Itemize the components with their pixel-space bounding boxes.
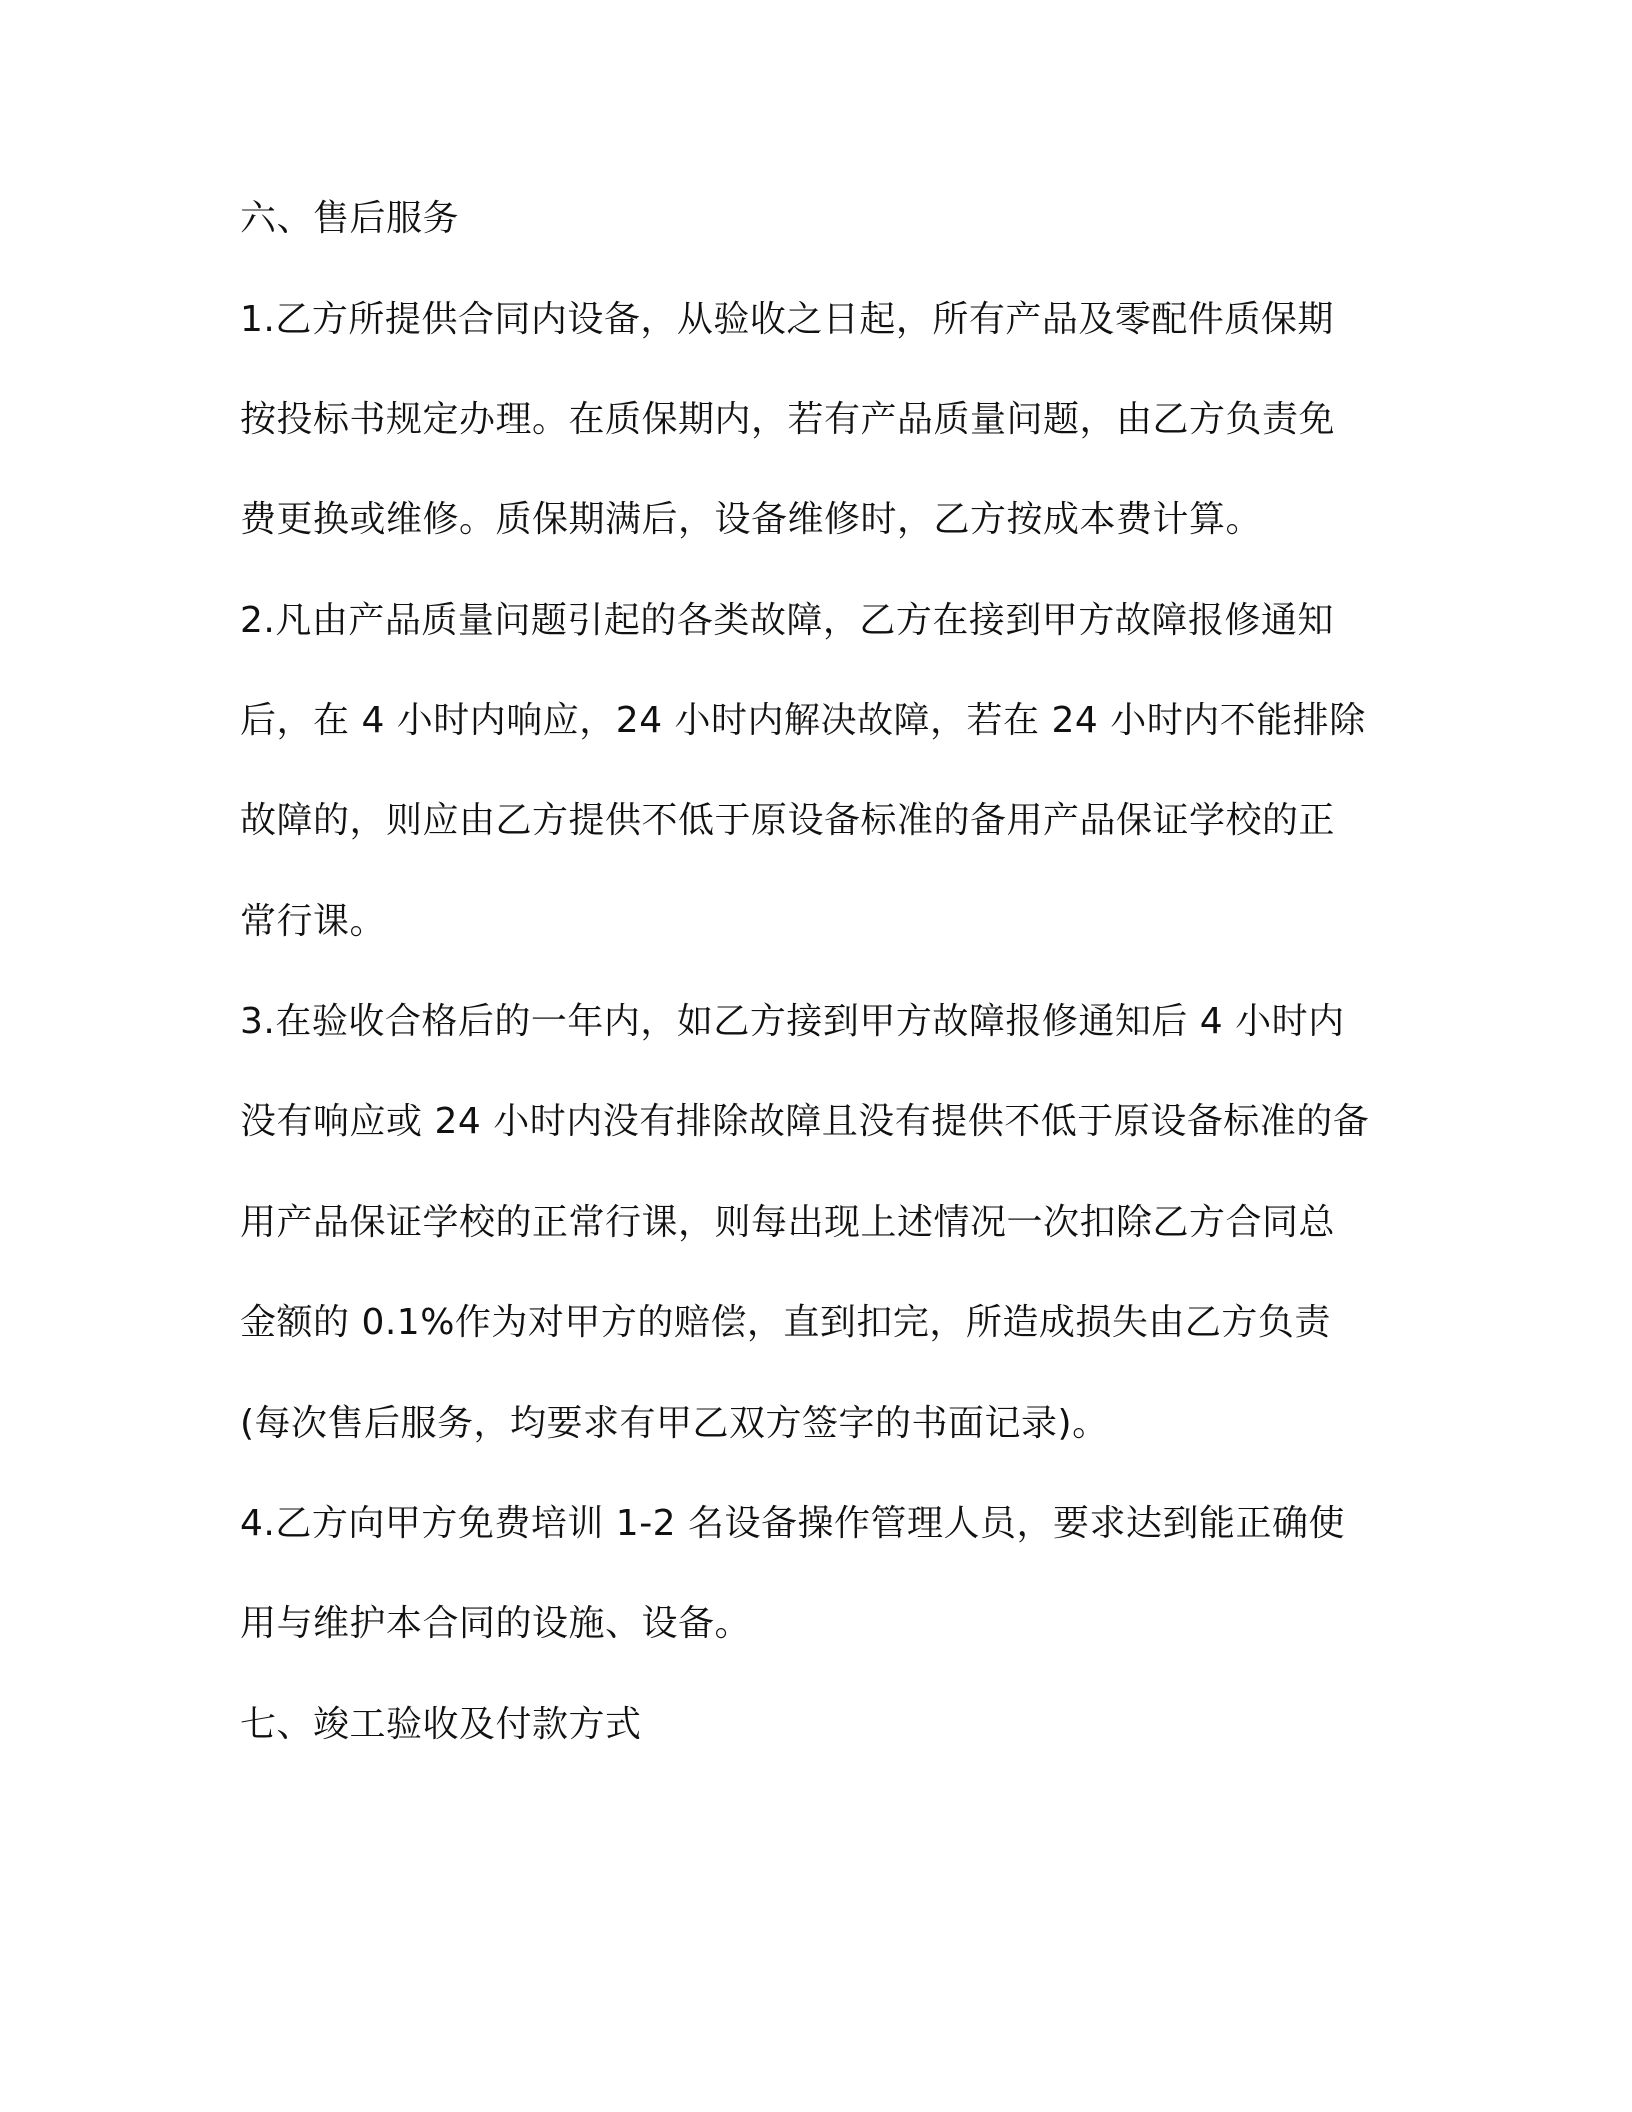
paragraph-line: 金额的 0.1%作为对甲方的赔偿，直到扣完，所造成损失由乙方负责 (240, 1302, 1331, 1343)
paragraph-line: 按投标书规定办理。在质保期内，若有产品质量问题，由乙方负责免 (240, 399, 1336, 440)
paragraph-line: 1.乙方所提供合同内设备，从验收之日起，所有产品及零配件质保期 (240, 299, 1334, 340)
paragraph-line: (每次售后服务，均要求有甲乙双方签字的书面记录)。 (240, 1403, 1109, 1444)
paragraph-line: 2.凡由产品质量问题引起的各类故障，乙方在接到甲方故障报修通知 (240, 600, 1334, 641)
paragraph-line: 4.乙方向甲方免费培训 1-2 名设备操作管理人员，要求达到能正确使 (240, 1503, 1346, 1544)
paragraph-line: 3.在验收合格后的一年内，如乙方接到甲方故障报修通知后 4 小时内 (240, 1001, 1345, 1042)
section-heading-after-sales: 六、售后服务 (240, 198, 460, 239)
paragraph-line: 用产品保证学校的正常行课，则每出现上述情况一次扣除乙方合同总 (240, 1202, 1336, 1243)
paragraph-line: 没有响应或 24 小时内没有排除故障且没有提供不低于原设备标准的备 (240, 1101, 1370, 1142)
paragraph-line: 后，在 4 小时内响应，24 小时内解决故障，若在 24 小时内不能排除 (240, 700, 1366, 741)
section-heading-acceptance-payment: 七、竣工验收及付款方式 (240, 1704, 642, 1745)
paragraph-line: 用与维护本合同的设施、设备。 (240, 1603, 752, 1644)
paragraph-line: 故障的，则应由乙方提供不低于原设备标准的备用产品保证学校的正 (240, 800, 1336, 841)
paragraph-line: 常行课。 (240, 901, 387, 942)
paragraph-line: 费更换或维修。质保期满后，设备维修时，乙方按成本费计算。 (240, 499, 1263, 540)
